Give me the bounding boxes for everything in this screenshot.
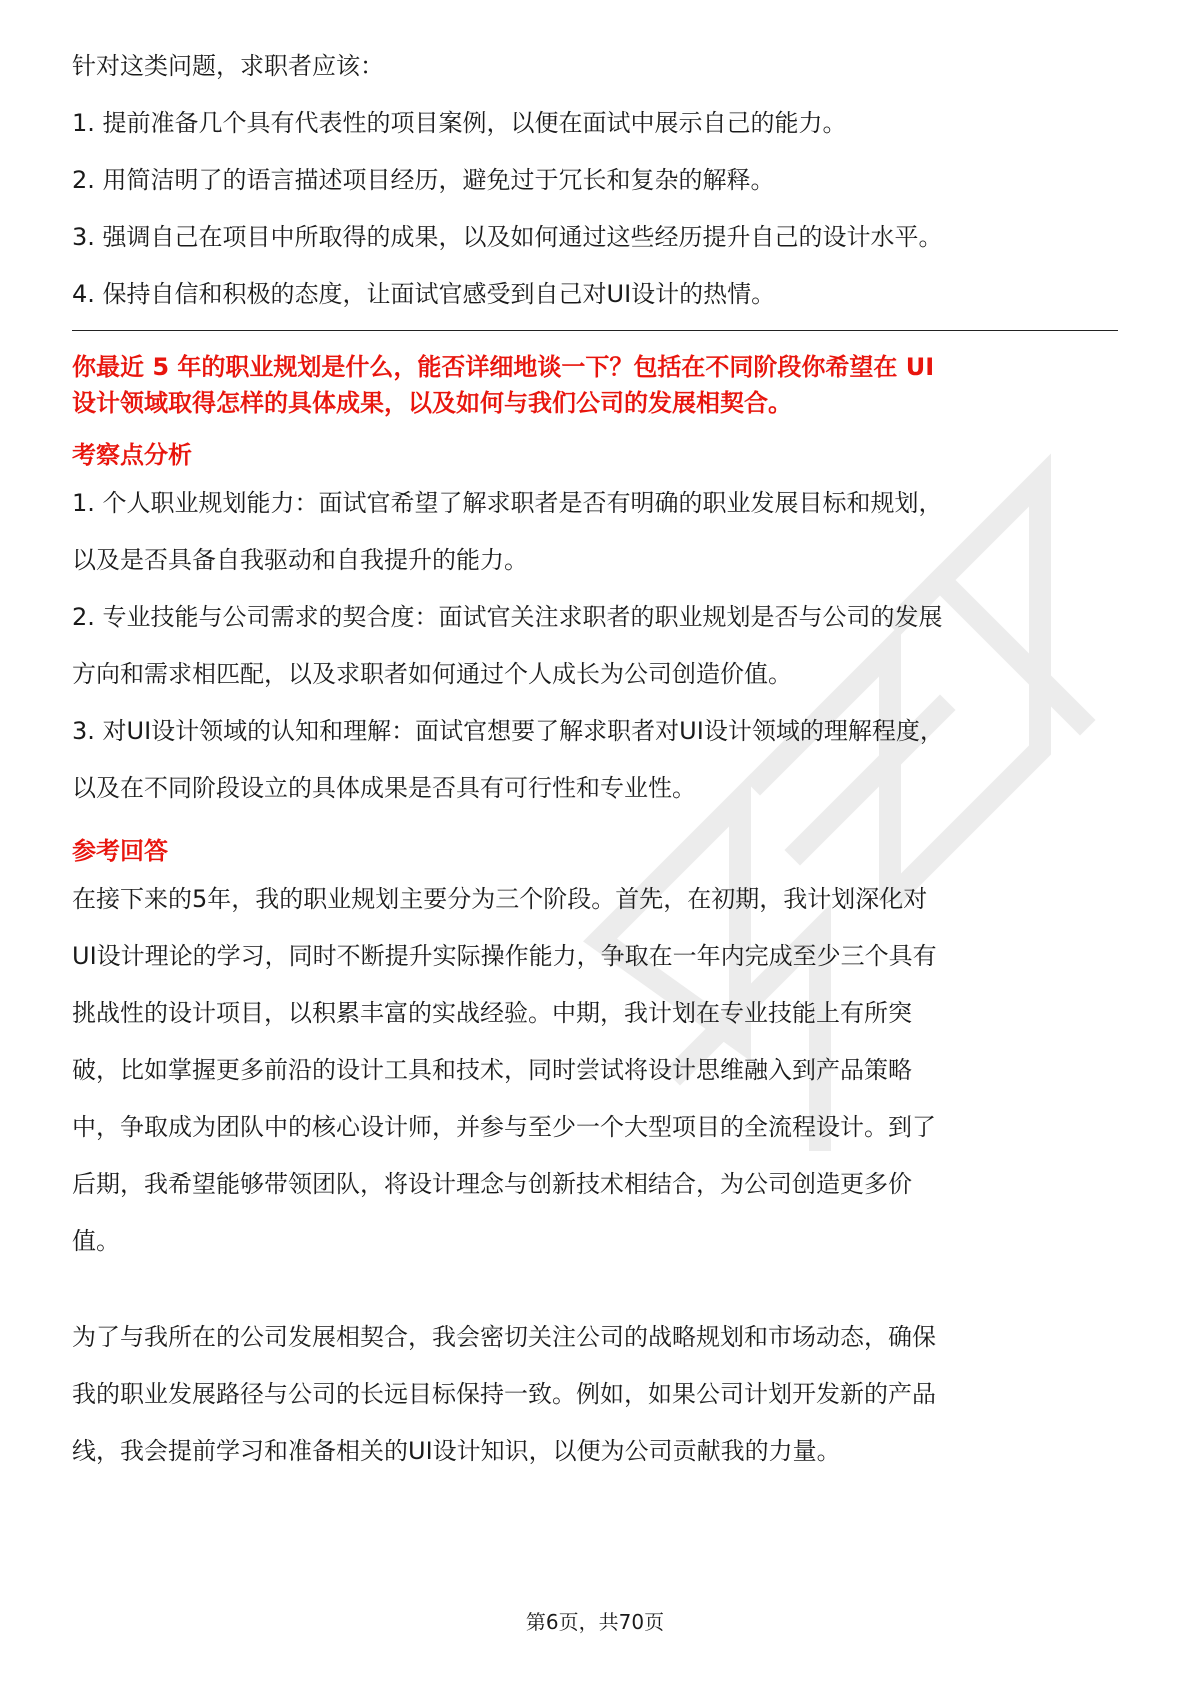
analysis-point-2 xyxy=(72,599,1118,692)
intro-lead: 针对这类问题，求职者应该： xyxy=(72,52,384,80)
answer-p1-line-3: 挑战性的设计项目，以积累丰富的实战经验。中期，我计划在专业技能上有所突 xyxy=(72,999,912,1027)
answer-p2-line-3: 线，我会提前学习和准备相关的UI设计知识，以便为公司贡献我的力量。 xyxy=(72,1437,841,1465)
page-number: 第6页，共70页 xyxy=(525,1610,665,1634)
analysis-point-3-line-2: 以及在不同阶段设立的具体成果是否具有可行性和专业性。 xyxy=(72,774,696,802)
analysis-point-1-line-2: 以及是否具备自我驱动和自我提升的能力。 xyxy=(72,546,528,574)
analysis-point-3 xyxy=(72,713,1118,806)
analysis-point-1 xyxy=(72,485,1118,578)
answer-p1-line-1: 在接下来的5年，我的职业规划主要分为三个阶段。首先，在初期，我计划深化对 xyxy=(72,885,928,913)
answer-p1-line-6: 后期，我希望能够带领团队，将设计理念与创新技术相结合，为公司创造更多价 xyxy=(72,1170,912,1198)
section-divider xyxy=(72,330,1118,331)
answer-paragraph-1 xyxy=(72,881,1118,1259)
answer-p1-line-4: 破，比如掌握更多前沿的设计工具和技术，同时尝试将设计思维融入到产品策略 xyxy=(72,1056,912,1084)
answer-p1-line-7: 值。 xyxy=(72,1227,120,1255)
intro-item-4: 4. 保持自信和积极的态度，让面试官感受到自己对UI设计的热情。 xyxy=(72,280,776,308)
intro-item-3: 3. 强调自己在项目中所取得的成果，以及如何通过这些经历提升自己的设计水平。 xyxy=(72,223,943,251)
analysis-point-3-line-1: 3. 对UI设计领域的认知和理解：面试官想要了解求职者对UI设计领域的理解程度， xyxy=(72,717,944,745)
intro-item-1: 1. 提前准备几个具有代表性的项目案例，以便在面试中展示自己的能力。 xyxy=(72,109,847,137)
analysis-heading: 考察点分析 xyxy=(72,441,192,469)
interview-question xyxy=(72,349,1118,421)
analysis-point-2-line-1: 2. 专业技能与公司需求的契合度：面试官关注求职者的职业规划是否与公司的发展 xyxy=(72,603,943,631)
paragraph-spacer xyxy=(72,1259,1118,1319)
answer-p2-line-2: 我的职业发展路径与公司的长远目标保持一致。例如，如果公司计划开发新的产品 xyxy=(72,1380,936,1408)
analysis-point-2-line-2: 方向和需求相匹配，以及求职者如何通过个人成长为公司创造价值。 xyxy=(72,660,792,688)
answer-p1-line-5: 中，争取成为团队中的核心设计师，并参与至少一个大型项目的全流程设计。到了 xyxy=(72,1113,936,1141)
answer-paragraph-2 xyxy=(72,1319,1118,1469)
question-line-2: 设计领域取得怎样的具体成果，以及如何与我们公司的发展相契合。 xyxy=(72,389,792,417)
question-line-1: 你最近 5 年的职业规划是什么，能否详细地谈一下？包括在不同阶段你希望在 UI xyxy=(72,353,935,381)
answer-heading: 参考回答 xyxy=(72,837,168,865)
answer-p2-line-1: 为了与我所在的公司发展相契合，我会密切关注公司的战略规划和市场动态，确保 xyxy=(72,1323,936,1351)
answer-p1-line-2: UI设计理论的学习，同时不断提升实际操作能力，争取在一年内完成至少三个具有 xyxy=(72,942,937,970)
document-page xyxy=(72,48,1118,1469)
analysis-point-1-line-1: 1. 个人职业规划能力：面试官希望了解求职者是否有明确的职业发展目标和规划， xyxy=(72,489,943,517)
intro-item-2: 2. 用简洁明了的语言描述项目经历，避免过于冗长和复杂的解释。 xyxy=(72,166,775,194)
